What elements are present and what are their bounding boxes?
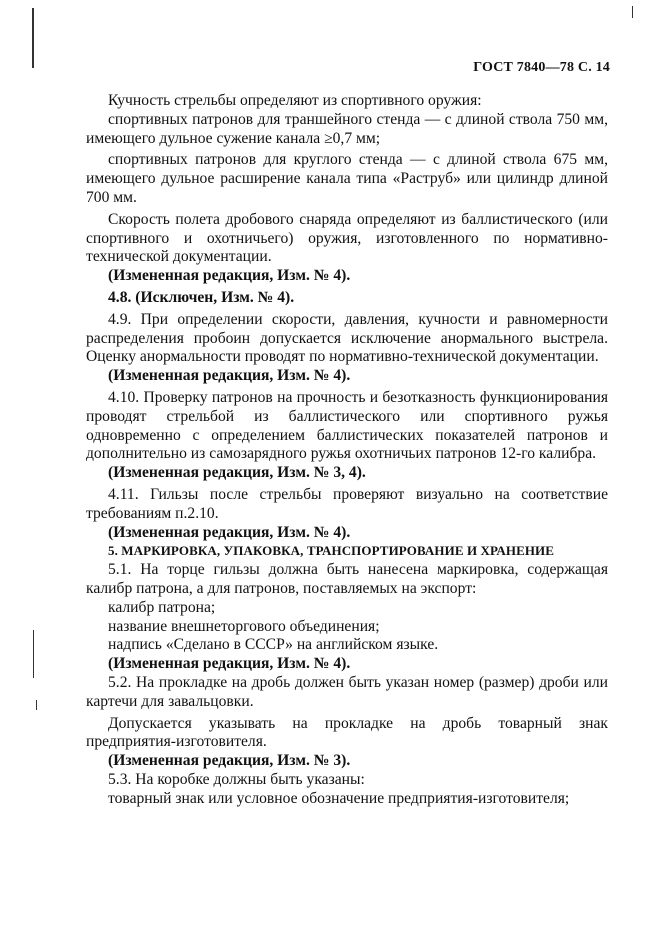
amendment-note: (Измененная редакция, Изм. № 4). [108, 267, 351, 285]
scan-edge-line [33, 630, 34, 678]
clause-5-2: 5.2. На прокладке на дробь должен быть указан номер (размер) дроби или картечи для завальцовки. [86, 673, 608, 710]
clause-4-10: 4.10. Проверку патронов на прочность и безотказность функционирования проводят стрельбой из баллистического или спортивного ружья одновременно с определением баллистических показателей патронов и дополнительно из самозарядного ружья охотничьих патронов 12-го калибра. [86, 388, 608, 463]
amendment-note: (Измененная редакция, Изм. № 3). [108, 752, 351, 770]
list-item: название внешнеторгового объединения; [108, 617, 380, 635]
document-body [86, 92, 608, 808]
page-header: ГОСТ 7840—78 С. 14 [473, 60, 610, 75]
clause-4-8: 4.8. (Исключен, Изм. № 4). [108, 288, 295, 306]
scan-edge-line [32, 8, 34, 68]
amendment-note: (Измененная редакция, Изм. № 3, 4). [108, 464, 366, 482]
clause-4-9: 4.9. При определении скорости, давления, кучности и равномерности распределения пробоин допускается исключение анормального выстрела. Оценку анормальности проводят по нормативно-технической документации. [86, 310, 608, 366]
clause-4-11: 4.11. Гильзы после стрельбы проверяют визуально на соответствие требованиям п.2.10. [86, 485, 608, 522]
list-item: товарный знак или условное обозначение предприятия-изготовителя; [108, 789, 570, 807]
paragraph: спортивных патронов для круглого стенда — с длиной ствола 675 мм, имеющего дульное расширение канала типа «Раструб» или цилиндр длиной 700 мм. [86, 151, 608, 206]
paragraph: Допускается указывать на прокладке на дробь товарный знак предприятия-изготовителя. [86, 714, 608, 751]
amendment-note: (Измененная редакция, Изм. № 4). [108, 367, 351, 385]
list-item: надпись «Сделано в СССР» на английском языке. [108, 636, 439, 654]
scan-edge-line [632, 6, 633, 18]
paragraph: Скорость полета дробового снаряда определяют из баллистического (или спортивного и охотничьего) оружия, изготовленного по нормативно-технической документации. [86, 210, 608, 266]
clause-5-1: 5.1. На торце гильзы должна быть нанесена маркировка, содержащая калибр патрона, а для патронов, поставляемых на экспорт: [86, 561, 608, 597]
section-title: 5. МАРКИРОВКА, УПАКОВКА, ТРАНСПОРТИРОВАНИЕ И ХРАНЕНИЕ [108, 543, 555, 559]
list-item: калибр патрона; [108, 598, 216, 616]
paragraph: Кучность стрельбы определяют из спортивного оружия: [108, 92, 482, 109]
paragraph: спортивных патронов для траншейного стенда — с длиной ствола 750 мм, имеющего дульное сужение канала ≥0,7 мм; [86, 110, 608, 147]
amendment-note: (Измененная редакция, Изм. № 4). [108, 523, 351, 541]
amendment-note: (Измененная редакция, Изм. № 4). [108, 655, 351, 673]
scan-edge-line [36, 700, 37, 710]
clause-5-3: 5.3. На коробке должны быть указаны: [108, 770, 365, 788]
